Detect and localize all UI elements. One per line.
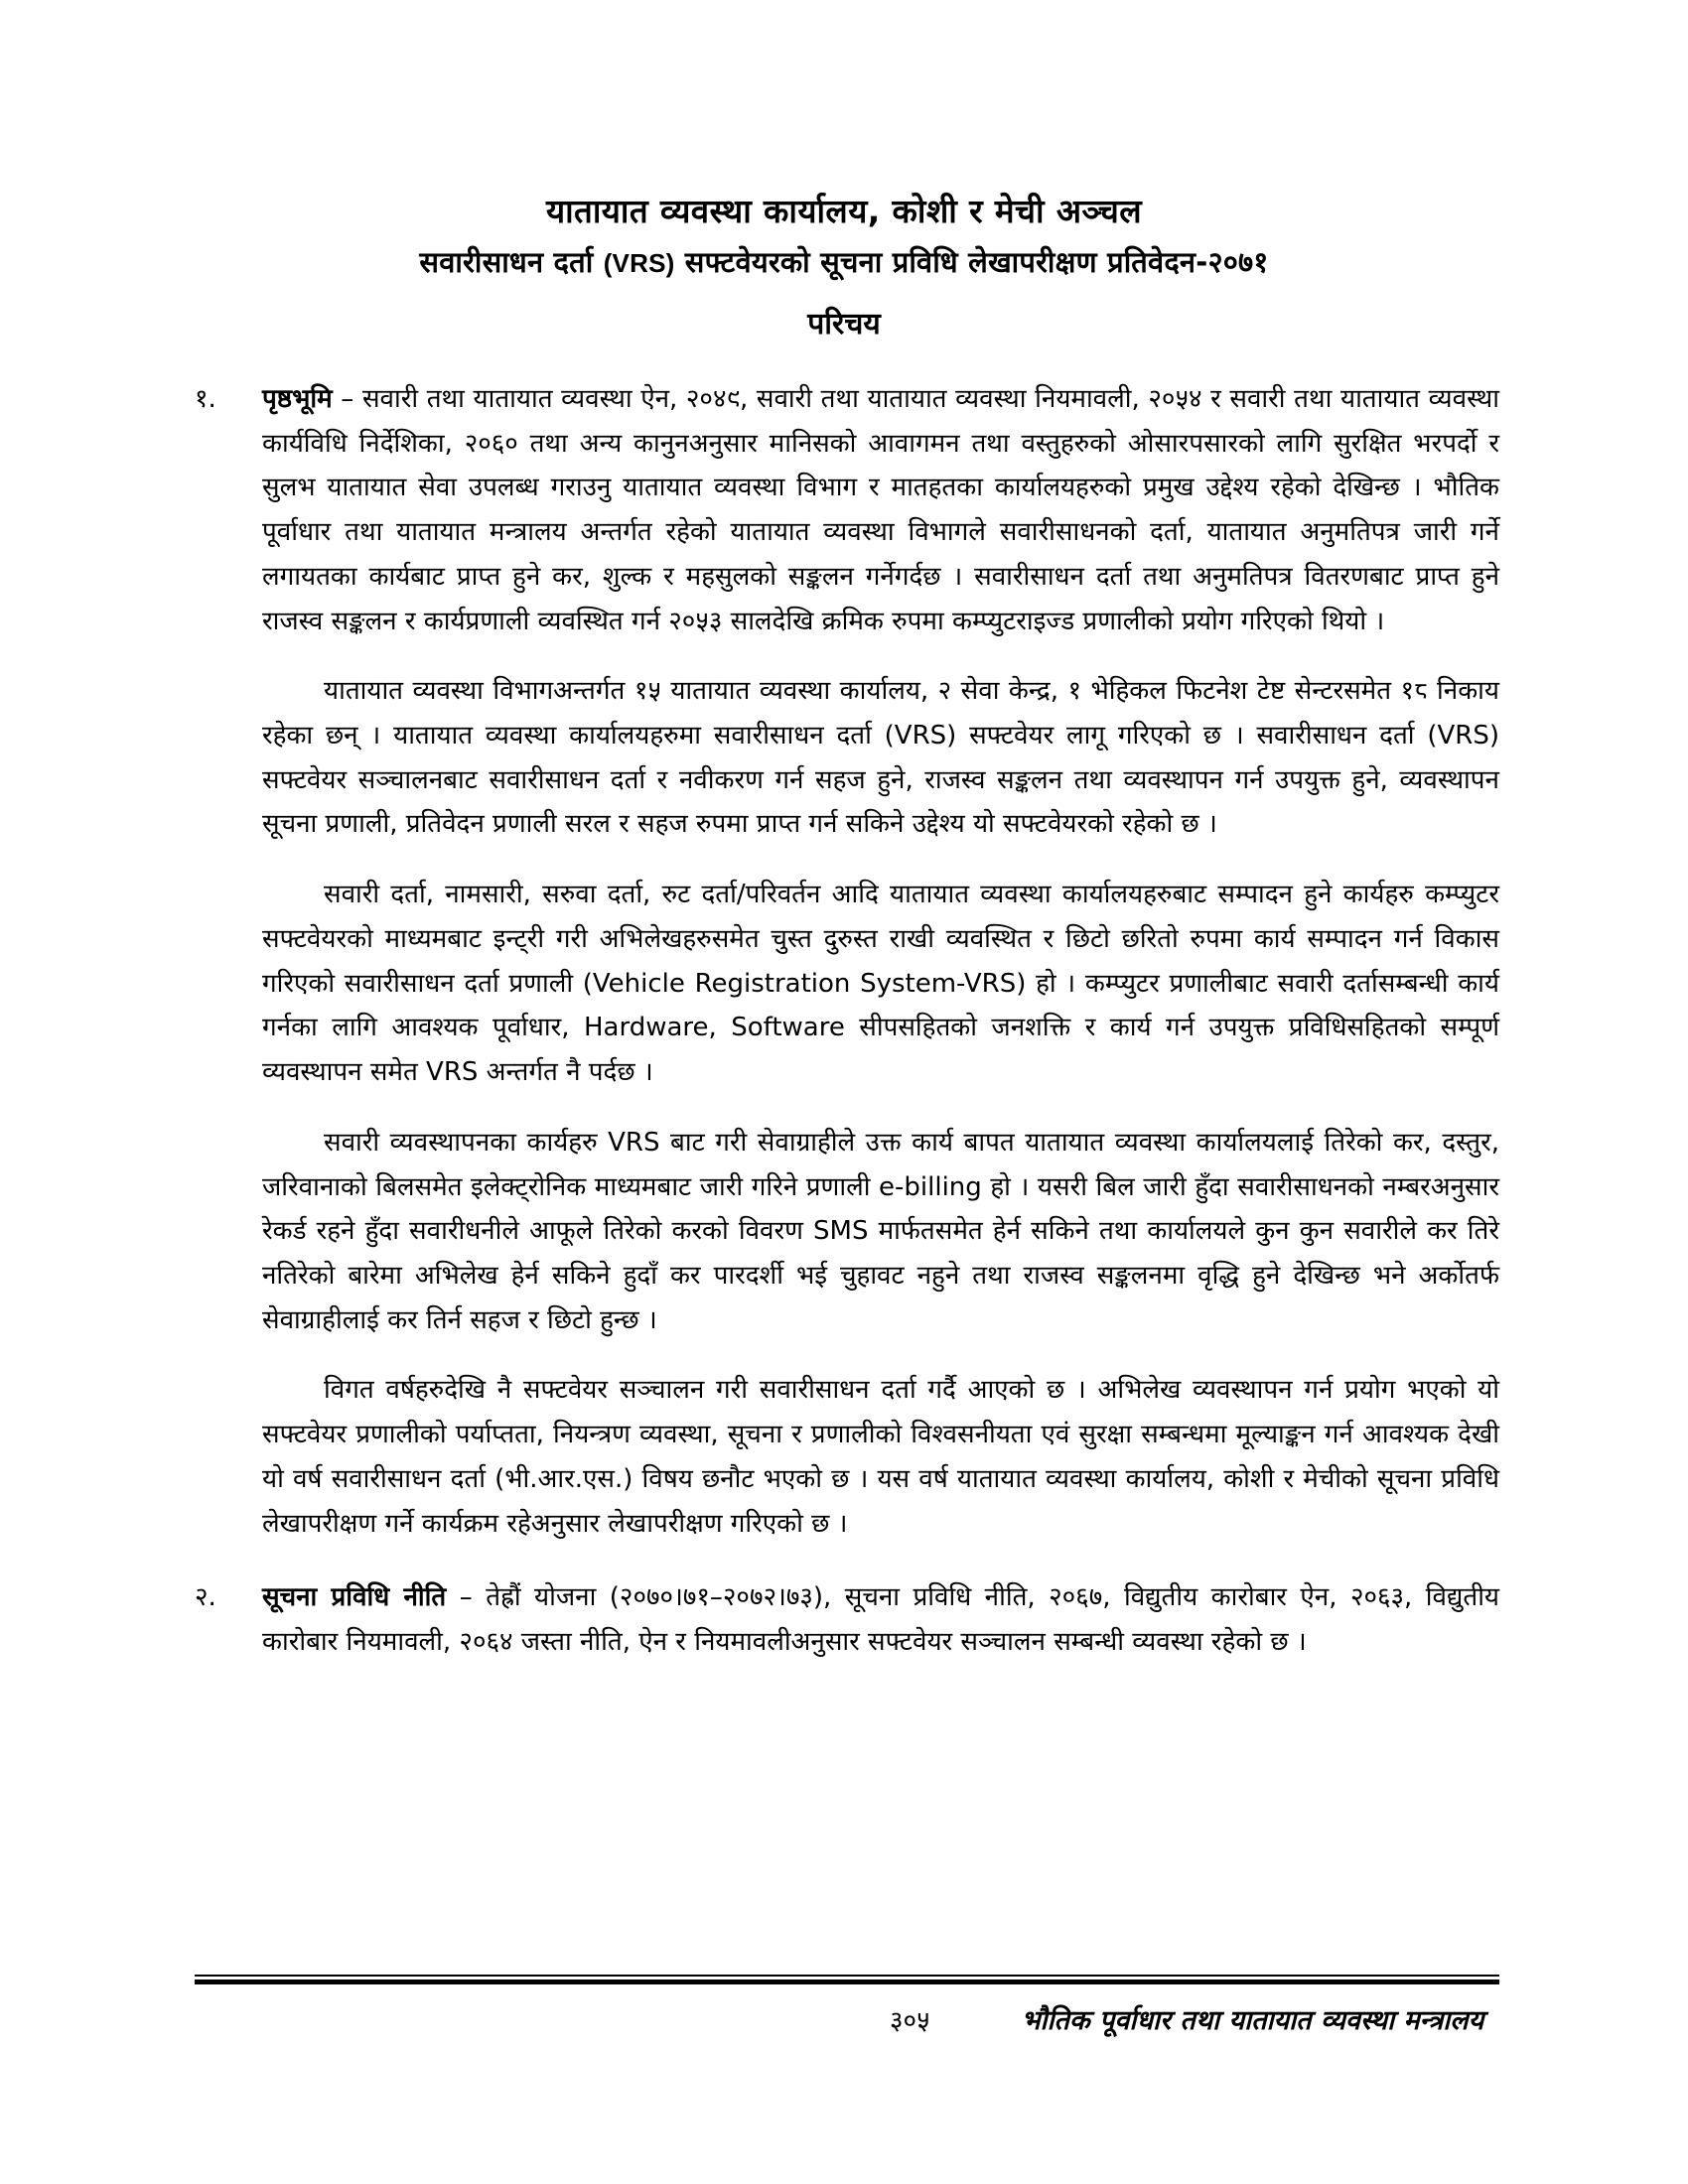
footer-row (195, 2000, 1499, 2037)
item-1-paragraph-1-text: सवारी तथा यातायात व्यवस्था ऐन, २०४९, सवारी तथा यातायात व्यवस्था नियमावली, २०५४ र सवारी तथा यातायात व्यवस्था कार्यविधि निर्देशिका, २०६० तथा अन्य कानुनअनुसार मानिसको आवागमन तथा वस्तुहरुको ओसारपसारको लागि सुरक्षित भरपर्दो र सुलभ यातायात सेवा उपलब्ध गराउनु यातायात व्यवस्था विभाग र मातहतका कार्यालयहरुको प्रमुख उद्देश्य रहेको देखिन्छ । भौतिक पूर्वाधार तथा यातायात मन्त्रालय अन्तर्गत रहेको यातायात व्यवस्था विभागले सवारीसाधनको दर्ता, यातायात अनुमतिपत्र जारी गर्ने लगायतका कार्यबाट प्राप्त हुने कर, शुल्क र महसुलको सङ्कलन गर्नेगर्दछ । सवारीसाधन दर्ता तथा अनुमतिपत्र वितरणबाट प्राप्त हुने राजस्व सङ्कलन र कार्यप्रणाली व्यवस्थित गर्न २०५३ सालदेखि क्रमिक रुपमा कम्प्युटराइज्ड प्रणालीको प्रयोग गरिएको थियो । (262, 384, 1500, 636)
item-1-lead-label: पृष्ठभूमि (262, 384, 333, 414)
item-2-paragraph-1 (262, 1575, 1499, 1664)
item-2-lead-dash: – (446, 1582, 487, 1613)
item-spacer (195, 1546, 1499, 1575)
item-1-paragraph-3: सवारी दर्ता, नामसारी, सरुवा दर्ता, रुट दर्ता/परिवर्तन आदि यातायात व्यवस्था कार्यालयहरुबाट सम्पादन हुने कार्यहरु कम्प्युटर सफ्टवेयरको माध्यमबाट इन्ट्री गरी अभिलेखहरुसमेत चुस्त दुरुस्त राखी व्यवस्थित र छिटो छरितो रुपमा कार्य सम्पादन गर्न विकास गरिएको सवारीसाधन दर्ता प्रणाली (Vehicle Registration System-VRS) हो । कम्प्युटर प्रणालीबाट सवारी दर्तासम्बन्धी कार्य गर्नका लागि आवश्यक पूर्वाधार, Hardware, Software सीपसहितको जनशक्ति र कार्य गर्न उपयुक्त प्रविधिसहितको सम्पूर्ण व्यवस्थापन समेत VRS अन्तर्गत नै पर्दछ । (262, 880, 1499, 1088)
item-1-marker: १. (195, 384, 216, 414)
subtitle-suffix: सफ्टवेयरको सूचना प्रविधि लेखापरीक्षण प्रतिवेदन-२०७१ (674, 244, 1269, 279)
footer-rule-thick (195, 1979, 1499, 1984)
item-2-paragraph-1-text: तेह्रौं योजना (२०७०।७१–२०७२।७३), सूचना प्रविधि नीति, २०६७, विद्युतीय कारोबार ऐन, २०६३, विद्युतीय कारोबार नियमावली, २०६४ जस्ता नीति, ऐन र नियमावलीअनुसार सफ्टवेयर सञ्चालन सम्बन्धी व्यवस्था रहेको छ । (262, 1582, 1500, 1657)
item-1-paragraph-1 (262, 377, 1499, 643)
subtitle-vrs-abbrev: (VRS) (603, 247, 675, 278)
title-block (0, 189, 1688, 342)
numbered-item-2 (195, 1575, 1499, 1664)
item-1-lead-dash: – (332, 384, 362, 414)
document-body (195, 377, 1499, 1665)
item-2-lead-label: सूचना प्रविधि नीति (262, 1582, 447, 1613)
item-2-marker: २. (195, 1582, 216, 1613)
subtitle-prefix: सवारीसाधन दर्ता (419, 244, 604, 279)
footer-rule-thin (195, 1975, 1499, 1977)
footer-organization: भौतिक पूर्वाधार तथा यातायात व्यवस्था मन्त्रालय (1021, 2005, 1484, 2036)
numbered-item-1 (195, 377, 1499, 1546)
page-title: यातायात व्यवस्था कार्यालय, कोशी र मेची अञ्चल (545, 192, 1143, 230)
item-2-content (262, 1575, 1499, 1664)
document-subtitle (0, 241, 1688, 285)
item-1-paragraph-2: यातायात व्यवस्था विभागअन्तर्गत १५ यातायात व्यवस्था कार्यालय, २ सेवा केन्द्र, १ भेहिकल फिटनेश टेष्ट सेन्टरसमेत १८ निकाय रहेका छन् । यातायात व्यवस्था कार्यालयहरुमा सवारीसाधन दर्ता (VRS) सफ्टवेयर लागू गरिएको छ । सवारीसाधन दर्ता (VRS) सफ्टवेयर सञ्चालनबाट सवारीसाधन दर्ता र नवीकरण गर्न सहज हुने, राजस्व सङ्कलन तथा व्यवस्थापन गर्न उपयुक्त हुने, व्यवस्थापन सूचना प्रणाली, प्रतिवेदन प्रणाली सरल र सहज रुपमा प्राप्त गर्न सकिने उद्देश्य यो सफ्टवेयरको रहेको छ । (262, 676, 1499, 840)
section-heading: परिचय (807, 307, 881, 342)
item-1-content (262, 377, 1499, 1546)
footer-page-number: ३०५ (890, 2006, 930, 2036)
item-1-paragraph-4: सवारी व्यवस्थापनका कार्यहरु VRS बाट गरी सेवाग्राहीले उक्त कार्य बापत यातायात व्यवस्था कार्यालयलाई तिरेको कर, दस्तुर, जरिवानाको बिलसमेत इलेक्ट्रोनिक माध्यमबाट जारी गरिने प्रणाली e-billing हो । यसरी बिल जारी हुँदा सवारीसाधनको नम्बरअनुसार रेकर्ड रहने हुँदा सवारीधनीले आफूले तिरेको करको विवरण SMS मार्फतसमेत हेर्न सकिने तथा कार्यालयले कुन कुन सवारीले कर तिरे नतिरेको बारेमा अभिलेख हेर्न सकिने हुदाँ कर पारदर्शी भई चुहावट नहुने तथा राजस्व सङ्कलनमा वृद्धि हुने देखिन्छ भने अर्कोतर्फ सेवाग्राहीलाई कर तिर्न सहज र छिटो हुन्छ । (262, 1127, 1499, 1335)
item-1-paragraph-5: विगत वर्षहरुदेखि नै सफ्टवेयर सञ्चालन गरी सवारीसाधन दर्ता गर्दै आएको छ । अभिलेख व्यवस्थापन गर्न प्रयोग भएको यो सफ्टवेयर प्रणालीको पर्याप्तता, नियन्त्रण व्यवस्था, सूचना र प्रणालीको विश्वसनीयता एवं सुरक्षा सम्बन्धमा मूल्याङ्कन गर्न आवश्यक देखी यो वर्ष सवारीसाधन दर्ता (भी.आर.एस.) विषय छनौट भएको छ । यस वर्ष यातायात व्यवस्था कार्यालय, कोशी र मेचीको सूचना प्रविधि लेखापरीक्षण गर्ने कार्यक्रम रहेअनुसार लेखापरीक्षण गरिएको छ । (262, 1375, 1499, 1539)
page-footer (195, 1975, 1499, 2037)
